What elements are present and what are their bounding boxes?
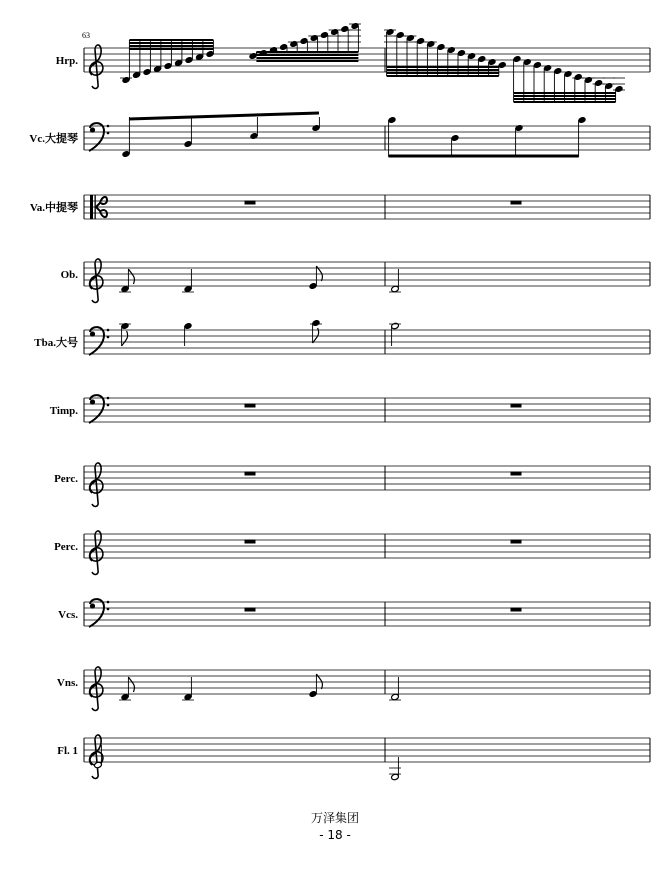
- staff-percussion1: [54, 463, 650, 506]
- whole-rest: [511, 540, 521, 543]
- bass-clef-icon: [89, 599, 109, 627]
- staff-percussion2: [54, 531, 650, 574]
- measure-number: 63: [82, 31, 90, 40]
- whole-rest: [245, 404, 255, 407]
- instrument-label: Timp.: [49, 405, 78, 417]
- page-number: - 18 -: [319, 828, 351, 842]
- treble-clef-icon: [90, 259, 103, 302]
- treble-clef-icon: [90, 667, 103, 710]
- instrument-label: Tba.大号: [34, 337, 78, 349]
- staff-timpani: [50, 395, 650, 423]
- bass-clef-icon: [89, 395, 109, 423]
- instrument-label: Vcs.: [58, 609, 78, 621]
- whole-rest: [511, 608, 521, 611]
- footer-title: 万泽集团: [310, 811, 360, 825]
- instrument-label: Va.中提琴: [29, 202, 78, 214]
- staff-cello: [29, 123, 650, 151]
- instrument-label: Perc.: [54, 541, 78, 553]
- whole-rest: [245, 472, 255, 475]
- whole-rest: [511, 404, 521, 407]
- staff-cellos: [58, 599, 650, 627]
- instrument-label: Ob.: [60, 269, 78, 281]
- staff-violins: [57, 667, 650, 710]
- treble-clef-icon: [90, 735, 103, 778]
- whole-rest: [245, 608, 255, 611]
- staff-viola: [30, 195, 650, 219]
- whole-rest: [245, 201, 255, 204]
- treble-clef-icon: [90, 45, 103, 88]
- instrument-label: Perc.: [54, 473, 78, 485]
- instrument-label: Hrp.: [55, 55, 78, 67]
- instrument-label: Vns.: [56, 677, 78, 689]
- instrument-label: Vc.大提琴: [29, 133, 78, 145]
- whole-rest: [245, 540, 255, 543]
- staff-flute1: [57, 735, 650, 778]
- whole-rest: [511, 201, 521, 204]
- bass-clef-icon: [89, 327, 109, 355]
- instrument-label: Fl. 1: [57, 745, 78, 757]
- treble-clef-icon: [90, 463, 103, 506]
- bass-clef-icon: [89, 123, 109, 151]
- whole-rest: [511, 472, 521, 475]
- treble-clef-icon: [90, 531, 103, 574]
- staff-oboe: [61, 259, 650, 302]
